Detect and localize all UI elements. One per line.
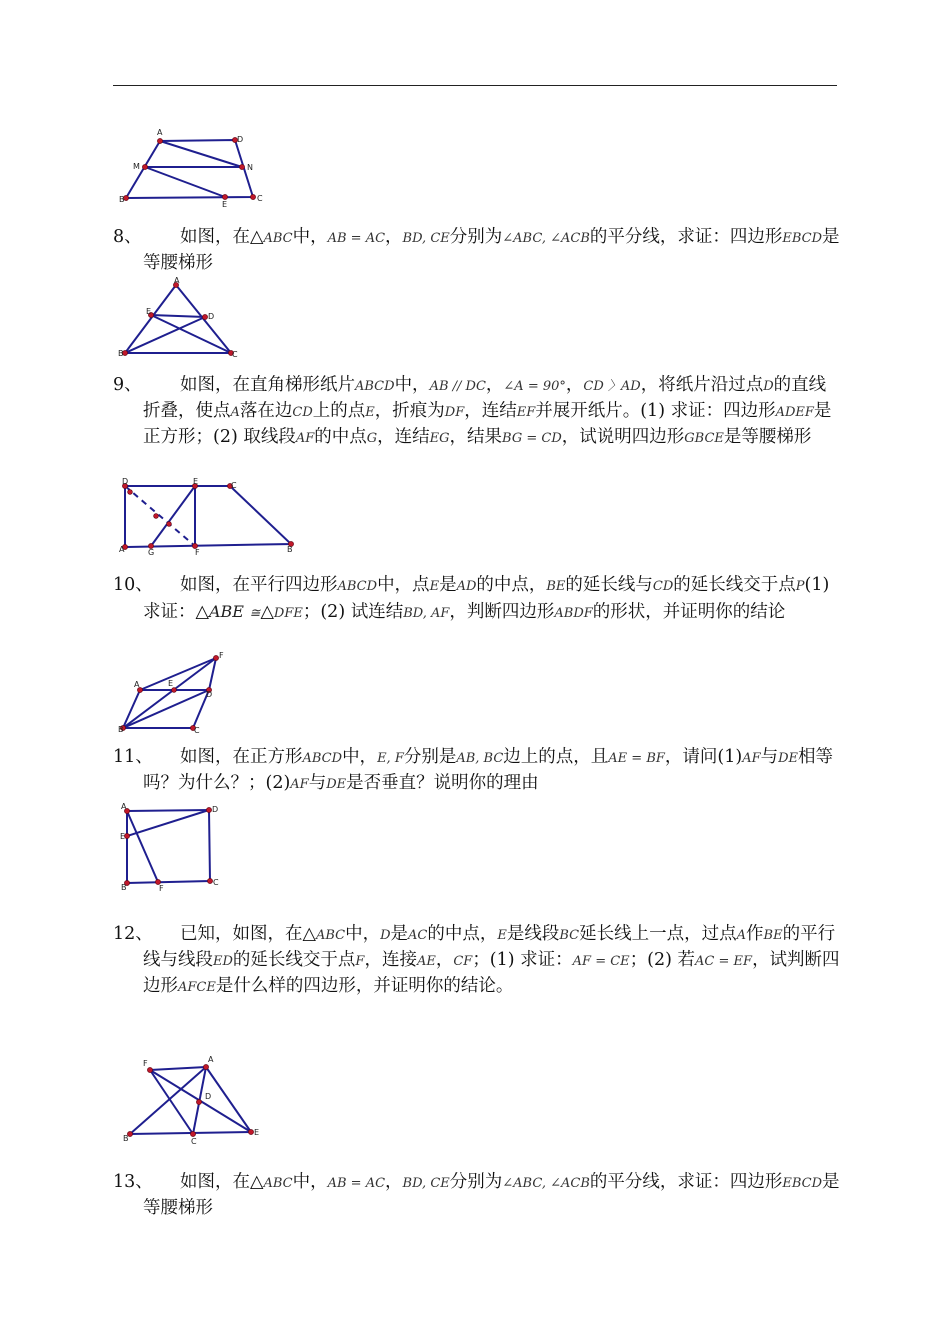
label-d: D xyxy=(208,312,215,321)
header-rule xyxy=(113,85,837,86)
label-b: B xyxy=(287,545,293,554)
label-m: M xyxy=(133,162,140,171)
label-d: D xyxy=(206,690,213,699)
label-b: B xyxy=(118,349,124,358)
label-e: E xyxy=(254,1128,260,1137)
figure-afce xyxy=(113,1050,273,1150)
problem-9: 9、 如图，在直角梯形纸片ABCD中，AB // DC，∠A = 90°，CD 〉AD，将纸片沿过点D的直线折叠，使点A落在边CD上的点E，折痕为DF，连结EF并展开纸片。(1) 求证：四边形ADEF是正方形；(2) 取线段AF的中点G，连结EG，结果BG = CD，试说明四边形GBCE是等腰梯形 xyxy=(113,375,832,447)
label-a: A xyxy=(134,680,140,689)
label-f: F xyxy=(159,884,164,893)
problem-number: 13、 xyxy=(113,1172,153,1192)
label-e: E xyxy=(168,679,174,688)
label-a: A xyxy=(121,802,127,811)
label-f: F xyxy=(195,548,200,557)
label-d: D xyxy=(122,478,129,486)
label-b: B xyxy=(123,1134,129,1143)
problem-number: 8、 xyxy=(113,227,142,247)
problem-11: 11、 如图，在正方形ABCD中，E, F分别是AB, BC边上的点，且AE = BF，请问(1)AF与DE相等吗？为什么？；(2)AF与DE是否垂直？说明你的理由 xyxy=(113,747,834,793)
label-b: B xyxy=(121,883,127,892)
label-b: B xyxy=(118,725,124,734)
label-a: A xyxy=(174,276,180,285)
problem-number: 10、 xyxy=(113,575,153,595)
label-c: C xyxy=(194,726,200,735)
problem-number: 9、 xyxy=(113,375,142,395)
label-c: C xyxy=(191,1137,197,1146)
problem-number: 11、 xyxy=(113,747,153,767)
label-d: D xyxy=(237,135,244,144)
label-c: C xyxy=(232,350,238,359)
problem-8: 8、 如图，在△ABC中，AB = AC，BD, CE分别为∠ABC, ∠ACB的平分线，求证：四边形EBCD是等腰梯形 xyxy=(113,227,840,273)
label-a: A xyxy=(208,1055,214,1064)
label-f: F xyxy=(143,1059,148,1068)
figure-square xyxy=(113,800,233,895)
label-e: E xyxy=(193,478,199,486)
label-n: N xyxy=(247,163,253,172)
label-b: B xyxy=(119,195,125,204)
label-f: F xyxy=(219,651,224,660)
problem-10: 10、 如图，在平行四边形ABCD中，点E是AD的中点，BE的延长线与CD的延长线交于点P(1) 求证：△ABE ≅△DFE；(2) 试连结BD, AF，判断四边形ABDF的形状，并证明你的结论 xyxy=(113,575,830,622)
figure-parallelogram xyxy=(113,650,233,738)
label-c: C xyxy=(213,878,219,887)
label-d: D xyxy=(205,1092,212,1101)
label-a: A xyxy=(119,545,125,554)
label-c: C xyxy=(231,481,237,490)
problem-12: 12、 已知，如图，在△ABC中，D是AC的中点，E是线段BC延长线上一点，过点A作BE的平行线与线段ED的延长线交于点F，连接AE，CF；(1) 求证：AF = CE；(2) 若AC = EF，试判断四边形AFCE是什么样的四边形，并证明你的结论。 xyxy=(113,924,840,996)
problem-13: 13、 如图，在△ABC中，AB = AC，BD, CE分别为∠ABC, ∠ACB的平分线，求证：四边形EBCD是等腰梯形 xyxy=(113,1172,840,1218)
figure-trapezoid-amnd xyxy=(113,125,273,210)
figure-right-trapezoid xyxy=(113,478,313,558)
problem-number: 12、 xyxy=(113,924,153,944)
label-e: E xyxy=(146,307,152,316)
label-a: A xyxy=(157,128,163,137)
label-e: E xyxy=(120,832,126,841)
label-d: D xyxy=(212,805,219,814)
label-e: E xyxy=(222,200,228,209)
label-g: G xyxy=(148,548,155,557)
figure-triangle-ebcd xyxy=(113,275,243,360)
label-c: C xyxy=(257,194,263,203)
